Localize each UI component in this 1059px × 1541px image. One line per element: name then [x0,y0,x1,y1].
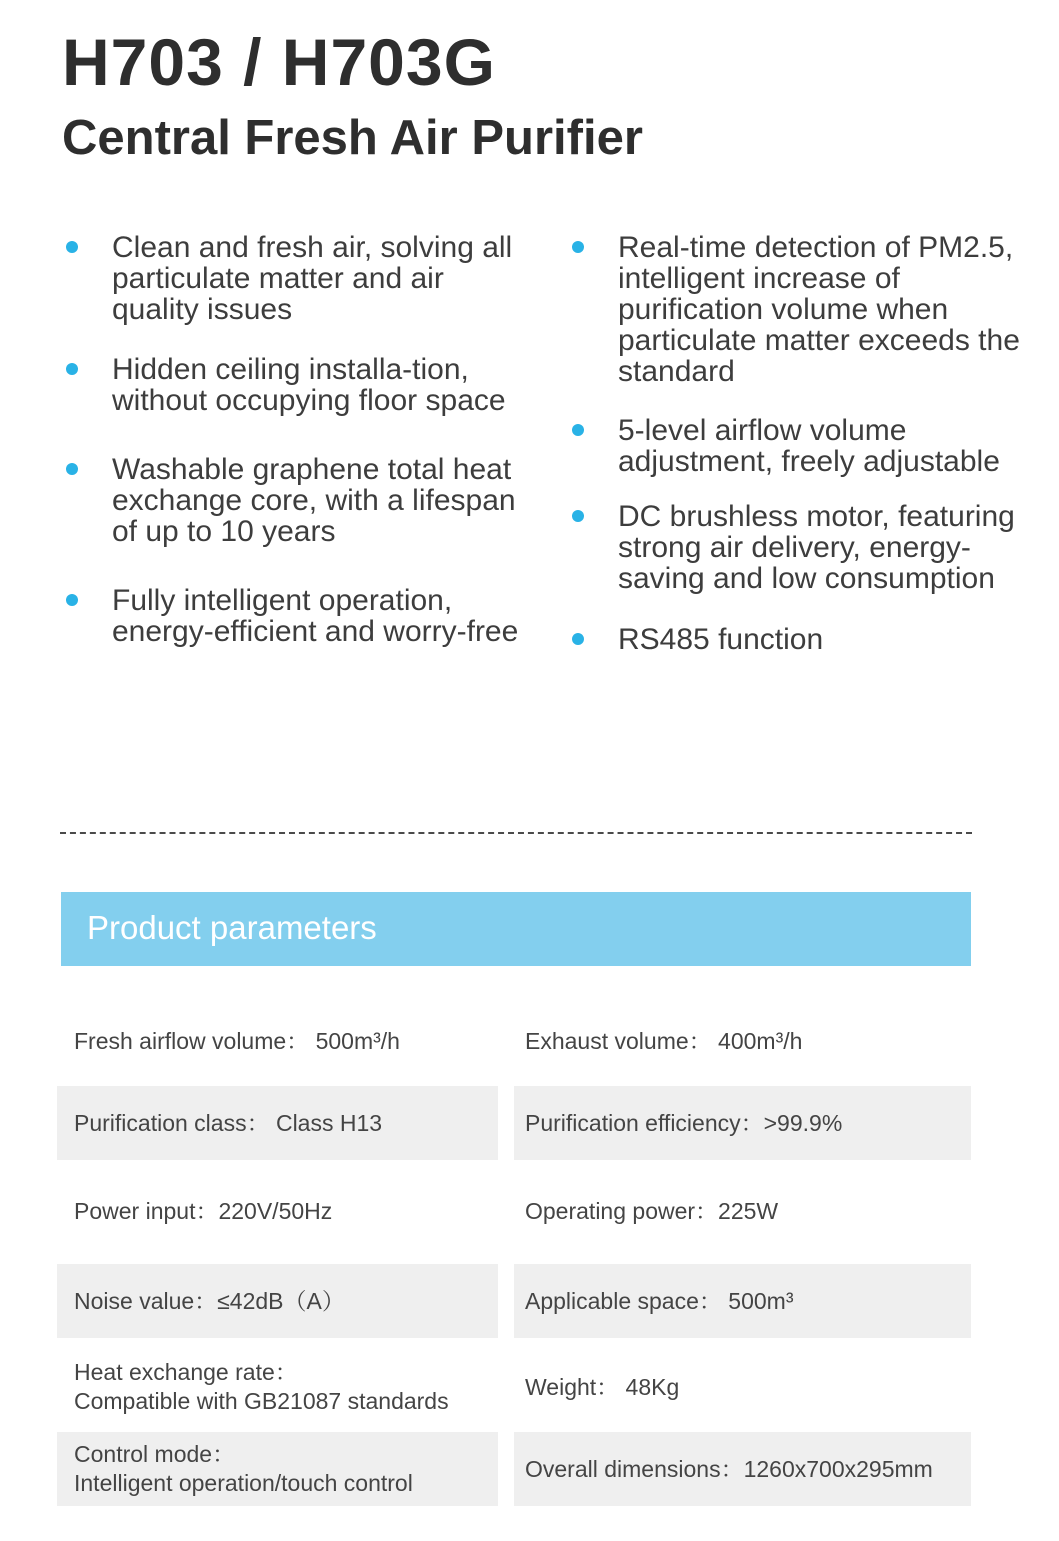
param-value: Weight： 48Kg [525,1373,680,1400]
features-right-column [570,232,1040,679]
param-value: Purification class： Class H13 [74,1109,383,1136]
features-left-column [64,232,524,676]
param-value: Purification efficiency：>99.9% [525,1109,843,1136]
param-value-lines [74,1358,449,1416]
param-overall-dimensions [514,1432,971,1506]
feature-text: 5-level airflow volume adjustment, freely adjustable [618,414,1000,478]
feature-item [570,501,1040,594]
feature-text: Clean and fresh air, solving all particulate matter and air quality issues [112,231,513,326]
bullet-dot-icon [66,241,78,253]
product-model-title: H703 / H703G [62,25,496,99]
feature-item [64,585,524,647]
param-value: Applicable space： 500m³ [525,1287,794,1314]
param-value: Overall dimensions：1260x700x295mm [525,1455,933,1482]
param-label: Heat exchange rate： [74,1359,298,1385]
product-subtitle: Central Fresh Air Purifier [62,111,643,165]
bullet-dot-icon [572,241,584,253]
param-operating-power [514,1174,971,1248]
bullet-dot-icon [66,594,78,606]
param-label: Control mode： [74,1441,236,1467]
param-value: Fresh airflow volume： 500m³/h [74,1027,400,1054]
param-purification-efficiency [514,1086,971,1160]
feature-item [64,454,524,547]
feature-text: Real-time detection of PM2.5, intelligent increase of purification volume when particulate matter exceeds the standard [618,231,1020,388]
bullet-dot-icon [572,633,584,645]
feature-item [64,354,524,416]
param-value: Intelligent operation/touch control [74,1470,413,1496]
feature-text: Hidden ceiling installa-tion, without occupying floor space [112,353,506,417]
bullet-dot-icon [66,463,78,475]
param-weight [514,1350,971,1424]
feature-item [570,232,1040,387]
param-heat-exchange-rate [57,1350,498,1424]
feature-text: Washable graphene total heat exchange core, with a lifespan of up to 10 years [112,453,516,548]
bullet-dot-icon [572,510,584,522]
param-value-lines [74,1440,413,1498]
param-value: Compatible with GB21087 standards [74,1388,449,1414]
param-purification-class [57,1086,498,1160]
feature-text: Fully intelligent operation, energy-efficient and worry-free [112,584,519,648]
param-value: Noise value：≤42dB（A） [74,1287,345,1314]
feature-item [570,624,1040,655]
bullet-dot-icon [66,363,78,375]
param-value: Power input：220V/50Hz [74,1197,333,1224]
feature-text: DC brushless motor, featuring strong air delivery, energy-saving and low consumption [618,500,1015,595]
parameters-heading: Product parameters [87,909,377,946]
param-noise-value [57,1264,498,1338]
feature-text: RS485 function [618,623,824,656]
param-power-input [57,1174,498,1248]
param-value: Operating power：225W [525,1197,779,1224]
dashed-divider [60,832,972,834]
param-exhaust-volume [514,1004,971,1078]
param-fresh-airflow [57,1004,498,1078]
bullet-dot-icon [572,424,584,436]
param-value: Exhaust volume： 400m³/h [525,1027,803,1054]
parameters-header-bar [61,892,971,966]
param-applicable-space [514,1264,971,1338]
feature-item [64,232,524,325]
param-control-mode [57,1432,498,1506]
feature-item [570,415,1040,477]
